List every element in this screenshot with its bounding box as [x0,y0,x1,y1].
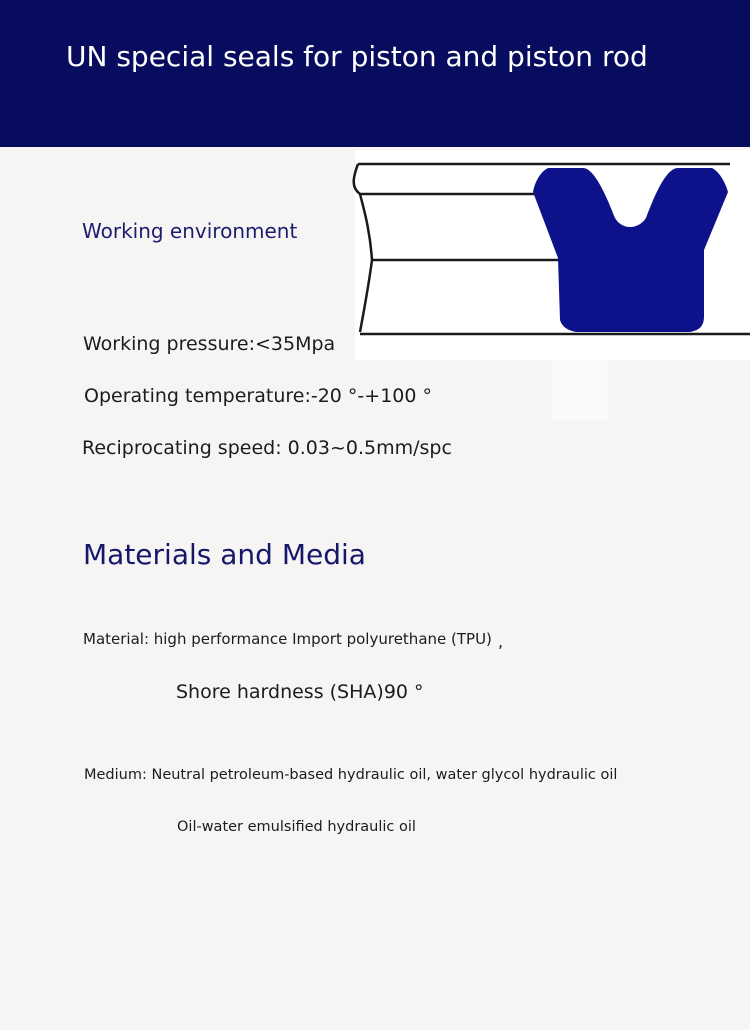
working-pressure-text: Working pressure:<35Mpa [83,333,336,355]
shore-hardness-text: Shore hardness (SHA)90 ° [176,681,424,703]
material-text: Material: high performance Import polyurethane (TPU) [83,630,492,648]
working-environment-heading: Working environment [82,219,298,243]
operating-temperature-text: Operating temperature:-20 °-+100 ° [84,385,433,407]
page-title: UN special seals for piston and piston rod [66,40,648,73]
medium-text: Medium: Neutral petroleum-based hydraulic oil, water glycol hydraulic oil [84,767,618,783]
reciprocating-speed-text: Reciprocating speed: 0.03~0.5mm/spc [82,437,452,459]
material-comma: , [498,632,504,651]
header-banner [0,0,750,147]
materials-media-heading: Materials and Media [83,538,366,571]
u-seal-cross-section-icon [350,150,750,360]
medium-extra-text: Oil-water emulsified hydraulic oil [177,819,416,835]
background-patch [552,360,608,420]
